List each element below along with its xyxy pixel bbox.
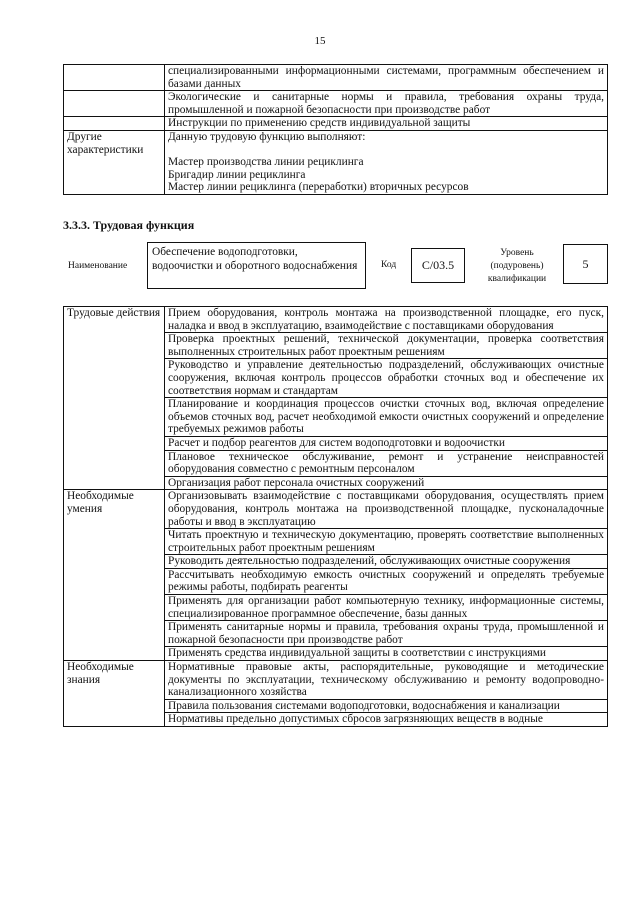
row-text: Мастер производства линии рециклинга <box>165 156 608 169</box>
labor-actions-label: Трудовые действия <box>64 307 165 490</box>
knowledge-label: Необходимые знания <box>64 661 165 727</box>
table-row <box>64 156 608 169</box>
list-item: Рассчитывать необходимую емкость очистных сооружений и определять требуемые режимы работы, подбирать реагенты <box>165 568 608 594</box>
list-item: Правила пользования системами водоподготовки, водоснабжения и канализации <box>165 699 608 713</box>
list-item: Организация работ персонала очистных сооружений <box>165 476 608 490</box>
row-label-other-characteristics: Другие характеристики <box>64 130 165 156</box>
row-text: Бригадир линии рециклинга <box>165 169 608 182</box>
function-header <box>63 242 608 290</box>
function-name: Обеспечение водоподготовки, водоочистки и оборотного водоснабжения <box>147 242 366 289</box>
row-text: Мастер линии рециклинга (переработки) вторичных ресурсов <box>165 181 608 194</box>
qualification-level: 5 <box>563 244 608 284</box>
list-item: Руководство и управление деятельностью подразделений, обслуживающих очистные сооружения, включая контроль процессов обработки сточных вод и обеспечение их соответствия нормам и стандартам <box>165 359 608 398</box>
section-title: 3.3.3. Трудовая функция <box>63 218 195 232</box>
row-label <box>64 169 165 182</box>
row-label <box>64 156 165 169</box>
main-table <box>63 306 608 727</box>
skills-label: Необходимые умения <box>64 490 165 661</box>
list-item: Плановое техническое обслуживание, ремонт и устранение неисправностей оборудования совместно с ремонтным персоналом <box>165 450 608 476</box>
list-item: Организовывать взаимодействие с поставщиками оборудования, осуществлять прием оборудования, контроль монтажа на производственной площадке, пусконаладочные работы и ввод в эксплуатацию <box>165 490 608 529</box>
table-row <box>64 130 608 156</box>
list-item: Прием оборудования, контроль монтажа на производственной площадке, его пуск, наладка и ввод в эксплуатацию, взаимодействие с поставщиками оборудования <box>165 307 608 333</box>
page-number: 15 <box>314 35 326 47</box>
top-table <box>63 64 608 195</box>
table-row <box>64 490 608 529</box>
list-item: Нормативы предельно допустимых сбросов загрязняющих веществ в водные <box>165 713 608 727</box>
list-item: Планирование и координация процессов очистки сточных вод, включая определение объемов сточных вод, расчет необходимой емкости очистных сооружений и определение требуемых режимов работы <box>165 398 608 437</box>
level-label: Уровень (подуровень) квалификации <box>487 248 547 284</box>
list-item: Применять санитарные нормы и правила, требования охраны труда, промышленной и пожарной безопасности при производстве работ <box>165 621 608 647</box>
table-row <box>64 117 608 131</box>
row-text: Экологические и санитарные нормы и правила, требования охраны труда, промышленной и пожарной безопасности при производстве работ <box>165 91 608 117</box>
list-item: Проверка проектных решений, технической документации, проверка соответствия выполненных строительных работ проектным решениям <box>165 333 608 359</box>
list-item: Расчет и подбор реагентов для систем водоподготовки и водоочистки <box>165 436 608 450</box>
table-row <box>64 91 608 117</box>
row-text: Инструкции по применению средств индивидуальной защиты <box>165 117 608 131</box>
row-label <box>64 65 165 91</box>
table-row <box>64 307 608 333</box>
name-label: Наименование <box>68 261 128 271</box>
table-row <box>64 661 608 700</box>
code-label: Код <box>381 260 397 270</box>
list-item: Читать проектную и техническую документацию, проверять соответствие выполненных строительных работ проектным решениям <box>165 529 608 555</box>
list-item: Нормативные правовые акты, распорядительные, руководящие и методические документы по эксплуатации, техническому обслуживанию и ремонту водопроводно-канализационного хозяйства <box>165 661 608 700</box>
row-label <box>64 181 165 194</box>
row-text: Данную трудовую функцию выполняют: <box>165 130 608 156</box>
function-code: C/03.5 <box>411 248 465 283</box>
table-row <box>64 181 608 194</box>
list-item: Руководить деятельностью подразделений, обслуживающих очистные сооружения <box>165 555 608 569</box>
row-text: специализированными информационными системами, программным обеспечением и базами данных <box>165 65 608 91</box>
row-label <box>64 91 165 117</box>
row-label <box>64 117 165 131</box>
list-item: Применять средства индивидуальной защиты в соответствии с инструкциями <box>165 647 608 661</box>
table-row <box>64 169 608 182</box>
table-row <box>64 65 608 91</box>
list-item: Применять для организации работ компьютерную технику, информационные системы, специализированное программное обеспечение, базы данных <box>165 595 608 621</box>
